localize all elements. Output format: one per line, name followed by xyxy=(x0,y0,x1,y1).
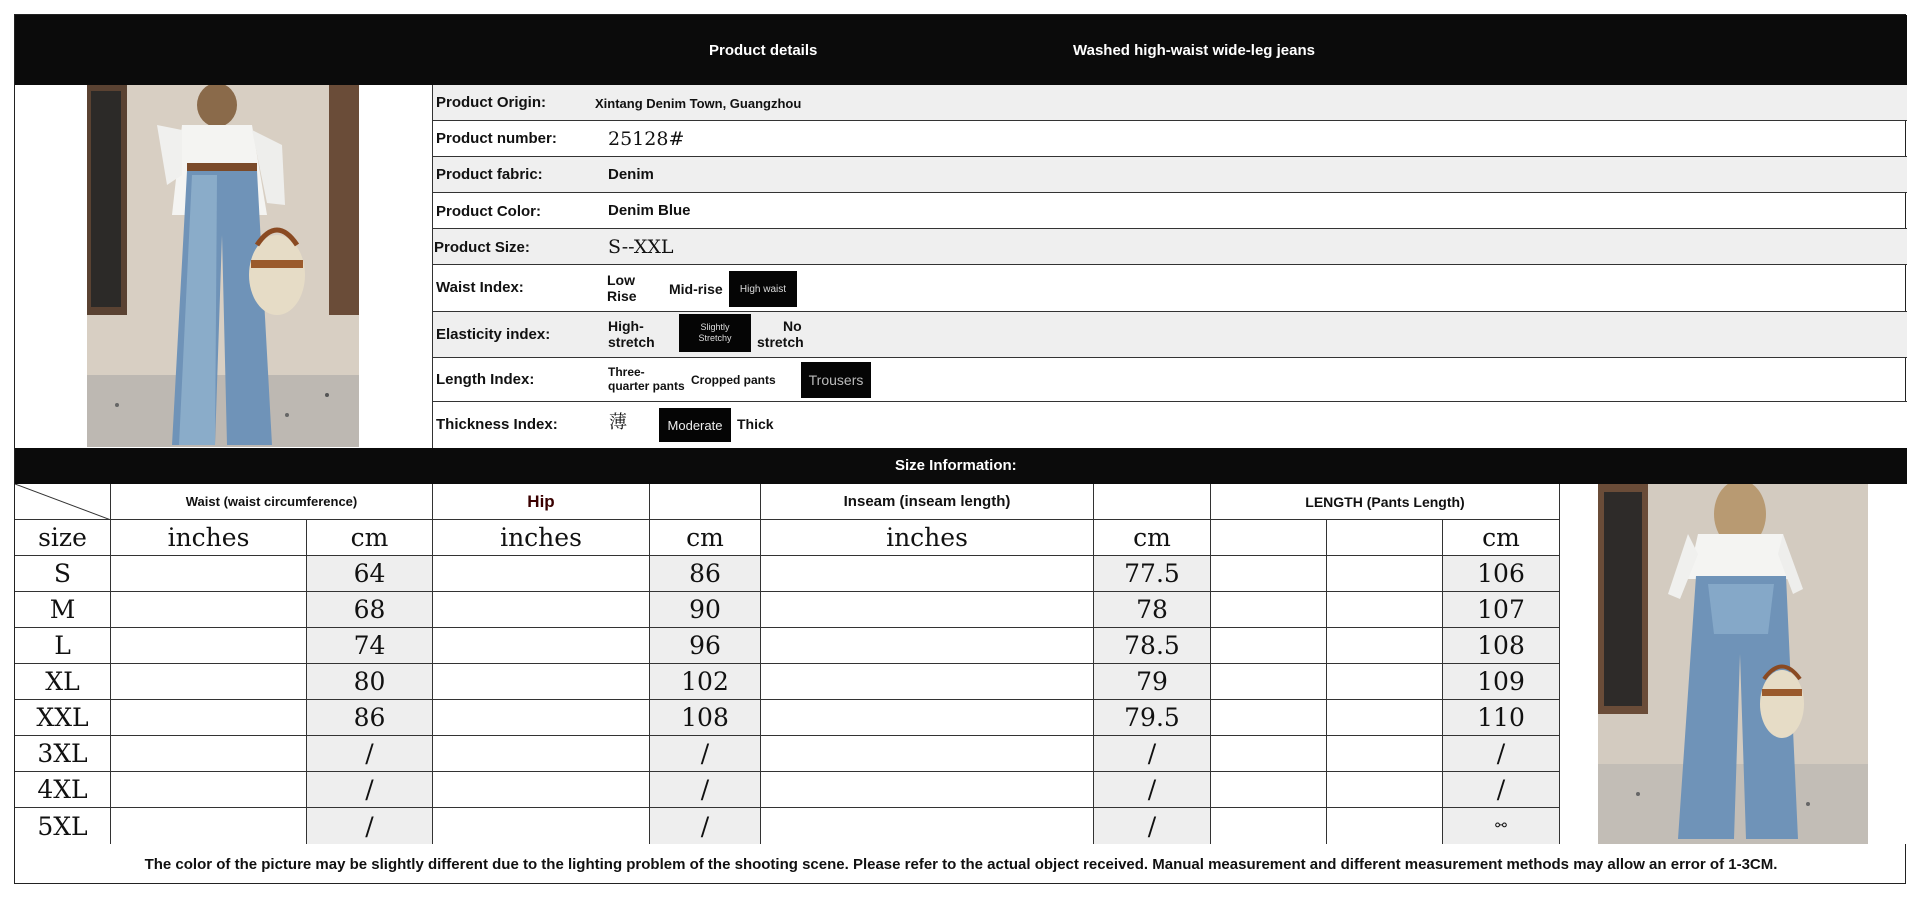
size-row-4xl-waist-cm: / xyxy=(307,772,433,808)
size-row-xl-empty xyxy=(1327,664,1443,700)
row-fabric xyxy=(433,157,1907,193)
size-row-3xl-empty xyxy=(761,736,1094,772)
size-row-3xl-empty xyxy=(433,736,650,772)
size-row-5xl-length-cm: ⚯ xyxy=(1443,808,1560,844)
length-group-header: LENGTH (Pants Length) xyxy=(1211,484,1560,520)
thickness-label: Thickness Index: xyxy=(436,416,558,433)
size-row-5xl-empty xyxy=(1211,808,1327,844)
thickness-thick: Thick xyxy=(737,416,774,432)
size-row-4xl-hip-cm: / xyxy=(650,772,761,808)
size-row-xl-empty xyxy=(433,664,650,700)
thickness-thin: 薄 xyxy=(609,412,627,432)
product-name: Washed high-waist wide-leg jeans xyxy=(1073,42,1315,59)
hip-group-header: Hip xyxy=(433,484,650,520)
size-row-3xl-waist-cm: / xyxy=(307,736,433,772)
size-row-3xl-empty xyxy=(1327,736,1443,772)
waist-label: Waist Index: xyxy=(436,279,524,296)
number-label: Product number: xyxy=(436,130,557,147)
size-row-s-empty xyxy=(433,556,650,592)
length-trousers-selected: Trousers xyxy=(801,362,871,398)
size-row-3xl-empty xyxy=(111,736,307,772)
size-row-s-empty xyxy=(1327,556,1443,592)
row-origin xyxy=(433,85,1907,121)
size-row-xxl-inseam-cm: 79.5 xyxy=(1094,700,1211,736)
size-row-m-length-cm: 107 xyxy=(1443,592,1560,628)
size-row-4xl-empty xyxy=(111,772,307,808)
size-row-xxl-waist-cm: 86 xyxy=(307,700,433,736)
size-label: Product Size: xyxy=(434,239,530,256)
size-row-5xl-hip-cm: / xyxy=(650,808,761,844)
front-photo xyxy=(87,85,359,447)
size-row-m-waist-cm: 68 xyxy=(307,592,433,628)
size-row-l-hip-cm: 96 xyxy=(650,628,761,664)
row-thickness xyxy=(433,402,1907,448)
size-row-s-length-cm: 106 xyxy=(1443,556,1560,592)
size-row-m-size: M xyxy=(15,592,111,628)
size-row-xxl-empty xyxy=(1211,700,1327,736)
elasticity-slightly-2: Stretchy xyxy=(698,333,732,343)
size-row-l-empty xyxy=(1211,628,1327,664)
length-three-1: Three- xyxy=(608,365,645,379)
color-label: Product Color: xyxy=(436,203,541,220)
size-row-3xl-length-cm: / xyxy=(1443,736,1560,772)
size-row-s-empty xyxy=(1211,556,1327,592)
size-row-4xl-size: 4XL xyxy=(15,772,111,808)
back-photo-cell xyxy=(1560,484,1907,844)
sub-length-blank-1 xyxy=(1211,520,1327,556)
size-row-5xl-empty xyxy=(761,808,1094,844)
size-row-5xl-size: 5XL xyxy=(15,808,111,844)
size-row-xl-size: XL xyxy=(15,664,111,700)
size-row-xl-hip-cm: 102 xyxy=(650,664,761,700)
size-value: S--XXL xyxy=(608,236,674,258)
size-row-xxl-hip-cm: 108 xyxy=(650,700,761,736)
inseam-group-header: Inseam (inseam length) xyxy=(761,484,1094,520)
fabric-label: Product fabric: xyxy=(436,166,543,183)
size-row-xxl-length-cm: 110 xyxy=(1443,700,1560,736)
header-title: Product details xyxy=(709,42,818,59)
size-row-xxl-empty xyxy=(433,700,650,736)
size-row-5xl-inseam-cm: / xyxy=(1094,808,1211,844)
sub-length-blank-2 xyxy=(1327,520,1443,556)
product-sheet xyxy=(14,14,1906,884)
corner-cell xyxy=(15,484,111,520)
size-row-m-empty xyxy=(111,592,307,628)
size-row-4xl-inseam-cm: / xyxy=(1094,772,1211,808)
size-row-l-length-cm: 108 xyxy=(1443,628,1560,664)
size-row-s-hip-cm: 86 xyxy=(650,556,761,592)
size-row-3xl-empty xyxy=(1211,736,1327,772)
front-photo-cell xyxy=(15,85,433,448)
row-color xyxy=(433,193,1907,229)
size-row-l-inseam-cm: 78.5 xyxy=(1094,628,1211,664)
size-table xyxy=(15,484,1560,844)
size-row-m-empty xyxy=(1211,592,1327,628)
elasticity-no-1: No xyxy=(783,318,802,334)
disclaimer-note: The color of the picture may be slightly different due to the lighting problem of the shooting scene. Please refer to the actual object received. Manual measurement and different measurement methods may allow an error of 1-3CM. xyxy=(144,856,1778,873)
size-row-s-empty xyxy=(111,556,307,592)
size-row-xxl-empty xyxy=(1327,700,1443,736)
waist-option-high-selected: High waist xyxy=(729,271,797,307)
row-waist xyxy=(433,265,1907,312)
size-row-s-size: S xyxy=(15,556,111,592)
elasticity-no-2: stretch xyxy=(757,334,804,350)
size-row-m-empty xyxy=(761,592,1094,628)
origin-value: Xintang Denim Town, Guangzhou xyxy=(595,96,802,111)
row-length xyxy=(433,358,1907,402)
size-row-xxl-empty xyxy=(761,700,1094,736)
waist-option-mid: Mid-rise xyxy=(669,281,723,297)
size-row-xxl-empty xyxy=(111,700,307,736)
size-row-xl-waist-cm: 80 xyxy=(307,664,433,700)
size-row-xl-length-cm: 109 xyxy=(1443,664,1560,700)
size-row-l-empty xyxy=(1327,628,1443,664)
size-row-s-inseam-cm: 77.5 xyxy=(1094,556,1211,592)
size-row-5xl-empty xyxy=(111,808,307,844)
size-row-xl-empty xyxy=(111,664,307,700)
size-info-title: Size Information: xyxy=(895,457,1017,474)
sub-inseam-inches: inches xyxy=(761,520,1094,556)
size-row-xxl-size: XXL xyxy=(15,700,111,736)
length-cropped: Cropped pants xyxy=(691,373,776,387)
header-bar xyxy=(15,15,1907,85)
size-row-5xl-waist-cm: / xyxy=(307,808,433,844)
size-row-4xl-empty xyxy=(1211,772,1327,808)
size-row-l-empty xyxy=(111,628,307,664)
waist-option-low: Low xyxy=(607,272,635,288)
size-row-3xl-size: 3XL xyxy=(15,736,111,772)
size-row-l-empty xyxy=(761,628,1094,664)
length-three-2: quarter pants xyxy=(608,379,685,393)
elasticity-slightly-selected xyxy=(679,314,751,352)
sub-hip-inches: inches xyxy=(433,520,650,556)
inseam-cm-header-blank xyxy=(1094,484,1211,520)
length-label: Length Index: xyxy=(436,371,535,388)
size-row-4xl-length-cm: / xyxy=(1443,772,1560,808)
color-value: Denim Blue xyxy=(608,202,691,219)
elasticity-slightly-1: Slightly xyxy=(700,322,730,332)
size-row-3xl-hip-cm: / xyxy=(650,736,761,772)
sub-size: size xyxy=(15,520,111,556)
sub-inseam-cm: cm xyxy=(1094,520,1211,556)
size-row-m-empty xyxy=(1327,592,1443,628)
size-row-l-empty xyxy=(433,628,650,664)
number-value: 25128# xyxy=(608,128,685,150)
sub-waist-cm: cm xyxy=(307,520,433,556)
elasticity-high-2: stretch xyxy=(608,334,655,350)
row-elasticity xyxy=(433,312,1907,358)
size-row-4xl-empty xyxy=(761,772,1094,808)
size-row-xl-inseam-cm: 79 xyxy=(1094,664,1211,700)
waist-group-header: Waist (waist circumference) xyxy=(111,484,433,520)
origin-label: Product Origin: xyxy=(436,94,546,111)
elasticity-high-1: High- xyxy=(608,318,644,334)
size-row-l-waist-cm: 74 xyxy=(307,628,433,664)
size-row-4xl-empty xyxy=(433,772,650,808)
waist-option-rise: Rise xyxy=(607,288,637,304)
sub-length-cm: cm xyxy=(1443,520,1560,556)
size-row-xl-empty xyxy=(1211,664,1327,700)
fabric-value: Denim xyxy=(608,166,654,183)
sub-hip-cm: cm xyxy=(650,520,761,556)
size-row-5xl-empty xyxy=(433,808,650,844)
sub-waist-inches: inches xyxy=(111,520,307,556)
size-row-l-size: L xyxy=(15,628,111,664)
size-row-5xl-empty xyxy=(1327,808,1443,844)
size-row-s-waist-cm: 64 xyxy=(307,556,433,592)
size-row-s-empty xyxy=(761,556,1094,592)
back-photo xyxy=(1598,484,1868,844)
size-row-3xl-inseam-cm: / xyxy=(1094,736,1211,772)
size-row-xl-empty xyxy=(761,664,1094,700)
row-size xyxy=(433,229,1907,265)
row-number xyxy=(433,121,1907,157)
size-row-m-hip-cm: 90 xyxy=(650,592,761,628)
elasticity-label: Elasticity index: xyxy=(436,326,551,343)
size-row-m-inseam-cm: 78 xyxy=(1094,592,1211,628)
thickness-moderate-selected: Moderate xyxy=(659,408,731,442)
hip-cm-header-blank xyxy=(650,484,761,520)
size-info-bar xyxy=(15,448,1907,484)
size-row-4xl-empty xyxy=(1327,772,1443,808)
size-row-m-empty xyxy=(433,592,650,628)
